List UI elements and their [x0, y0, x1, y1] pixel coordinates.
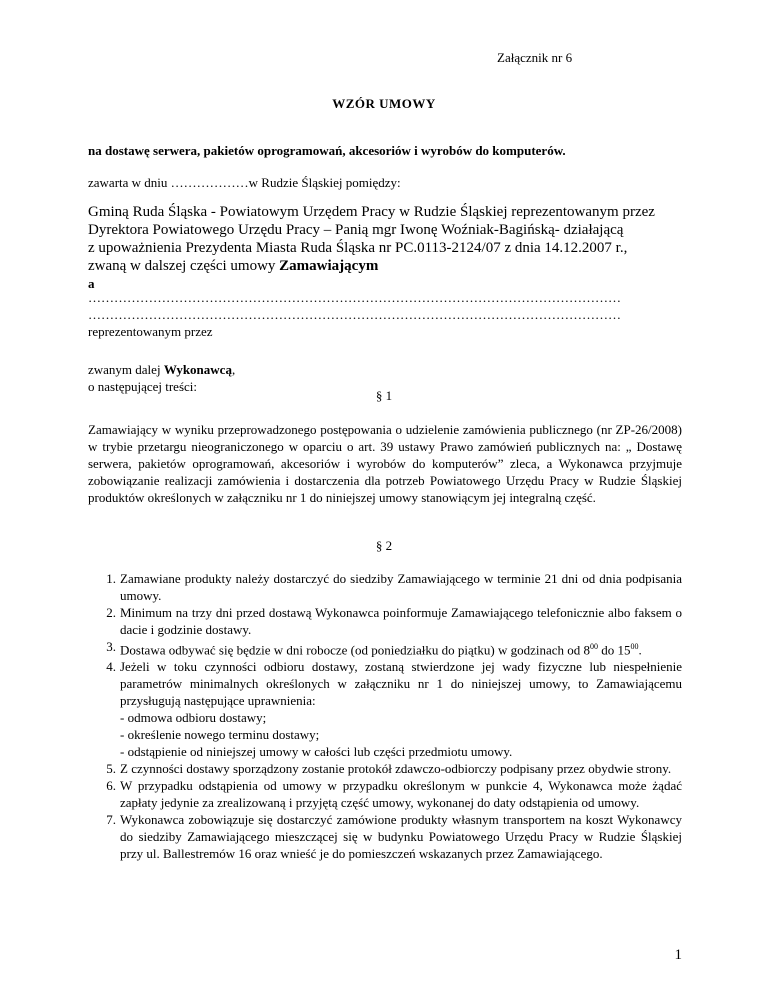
section2-heading: § 2 — [375, 538, 393, 553]
item-number: 5. — [106, 761, 116, 777]
item-text-b: do 15 — [598, 642, 631, 658]
party1-line2: Dyrektora Powiatowego Urzędu Pracy – Panią mgr Iwonę Woźniak-Bagińską- działającą — [88, 222, 624, 238]
section1-heading: § 1 — [375, 388, 393, 403]
blank-line-1: …………………………………………………………………………………………………………… — [88, 290, 621, 305]
item-text: Z czynności dostawy sporządzony zostanie protokół zdawczo-odbiorczy podpisany przez obydwie strony. — [120, 761, 672, 777]
list-item — [88, 570, 682, 604]
item-number: 7. — [106, 812, 116, 828]
party2-prefix: zwanym dalej — [88, 362, 164, 377]
party1-line4 — [88, 257, 688, 275]
concluded-line: zawarta w dniu ………………w Rudzie Śląskiej pomiędzy: — [88, 175, 401, 190]
item-text: Jeżeli w toku czynności odbioru dostawy, zostaną stwierdzone jej wady fizyczne lub niespełnienie parametrów minimalnych określonych w załączniku nr 1 do niniejszej umowy, to Zamawiającemu przysługują następujące uprawnienia: — [120, 659, 682, 709]
party1-block — [88, 203, 688, 275]
party2-suffix: , — [231, 362, 236, 377]
contract-subject: na dostawę serwera, pakietów oprogramowań, akcesoriów i wyrobów do komputerów. — [88, 143, 566, 158]
party2-line1 — [88, 361, 235, 378]
party1-line4-prefix: zwaną w dalszej części umowy — [88, 258, 280, 274]
section1-text: Zamawiający w wyniku przeprowadzonego postępowania o udzielenie zamówienia publicznego (nr ZP-26/2008) w trybie przetargu nieograniczonego w oparciu o art. 39 ustawy Prawo zamówień publicznych na: „ Dostawę serwera, pakietów oprogramowań, akcesoriów i wyrobów do komputerów” zleca, a Wykonawca przyjmuje zobowiązanie realizacji zamówienia i dostarczenia dla potrzeb Powiatowego Urzędu Pracy w Rudzie Śląskiej produktów określonych w załączniku nr 1 do niniejszej umowy stanowiącym jej integralną część. — [88, 422, 682, 505]
document-title: WZÓR UMOWY — [332, 96, 436, 111]
list-item — [88, 658, 682, 760]
item-text: Wykonawca zobowiązuje się dostarczyć zamówione produkty własnym transportem na koszt Wykonawcy do siedziby Zamawiającego mieszczącej się w budynku Powiatowego Urzędu Pracy w Rudzie Śląskiej przy ul. Ballestremów 16 oraz wnieść je do pomieszczeń wskazanych przez Zamawiającego. — [120, 812, 682, 862]
sub-item: - określenie nowego terminu dostawy; — [120, 727, 320, 743]
item-number: 1. — [106, 571, 116, 586]
sub-item: - odmowa odbioru dostawy; — [120, 710, 267, 726]
item-text: W przypadku odstąpienia od umowy w przypadku określonym w punkcie 4, Wykonawca może żądać zapłaty jedynie za zrealizowaną i przyjętą część umowy, wykonanej do daty odstąpienia od umowy. — [120, 778, 682, 811]
list-item — [88, 811, 682, 862]
party1-role: Zamawiającym — [279, 258, 379, 274]
represented-by: reprezentowanym przez — [88, 324, 213, 339]
item-number: 3. — [106, 639, 116, 654]
party1-line3: z upoważnienia Prezydenta Miasta Ruda Śląska nr PC.0113-2124/07 z dnia 14.12.2007 r., — [88, 240, 628, 256]
item-number: 4. — [106, 659, 116, 675]
section2-list — [88, 570, 682, 862]
item-sup-a: 00 — [590, 642, 599, 651]
attachment-label: Załącznik nr 6 — [497, 50, 573, 65]
item-text-c: . — [638, 642, 642, 658]
list-item — [88, 638, 682, 658]
list-item — [88, 760, 682, 777]
item-number: 2. — [106, 605, 116, 620]
party2-line2: o następującej treści: — [88, 379, 198, 394]
page-number: 1 — [674, 947, 682, 963]
list-item — [88, 604, 682, 638]
item-text: Zamawiane produkty należy dostarczyć do siedziby Zamawiającego w terminie 21 dni od dnia podpisania umowy. — [120, 571, 682, 603]
sub-item: - odstąpienie od niniejszej umowy w całości lub części przedmiotu umowy. — [120, 744, 513, 760]
party2-role: Wykonawcą — [163, 362, 232, 377]
item-text: Minimum na trzy dni przed dostawą Wykonawca poinformuje Zamawiającego telefonicznie albo faksem o dacie i godzinie dostawy. — [120, 605, 682, 637]
item-number: 6. — [106, 778, 116, 794]
party1-line1: Gminą Ruda Śląska - Powiatowym Urzędem Pracy w Rudzie Śląskiej reprezentowanym przez — [88, 204, 655, 220]
and-label: a — [88, 276, 95, 291]
list-item — [88, 777, 682, 811]
item-text-a: Dostawa odbywać się będzie w dni robocze (od poniedziałku do piątku) w godzinach od 8 — [120, 642, 591, 658]
item-sup-b: 00 — [630, 642, 639, 651]
blank-line-2: …………………………………………………………………………………………………………… — [88, 307, 621, 322]
